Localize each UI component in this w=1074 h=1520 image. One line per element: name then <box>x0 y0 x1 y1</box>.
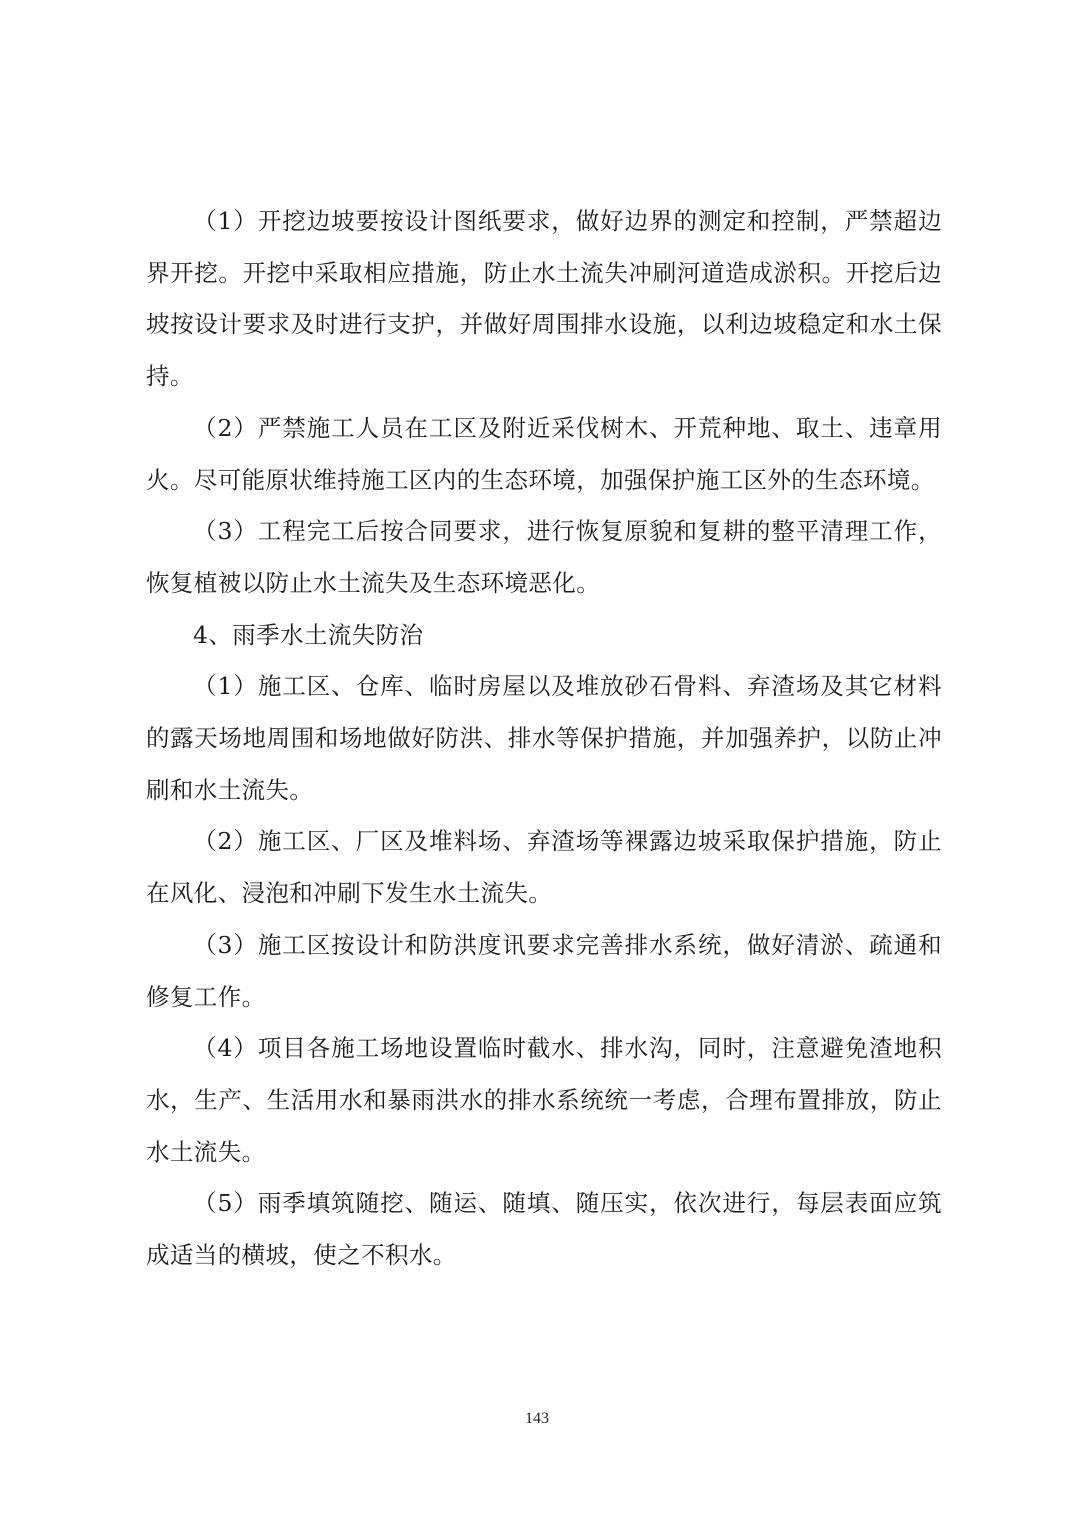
page-number: 143 <box>525 1410 549 1427</box>
paragraph-bare-slope: （2）施工区、厂区及堆料场、弃渣场等裸露边坡采取保护措施，防止在风化、浸泡和冲刷下发生水土流失。 <box>146 827 942 908</box>
document-body <box>146 196 942 1282</box>
paragraph-temporary-ditches: （4）项目各施工场地设置临时截水、排水沟，同时，注意避免渣地积水，生产、生活用水和暴雨洪水的排水系统统一考虑，合理布置排放，防止水土流失。 <box>146 1034 942 1166</box>
paragraph-drainage-system: （3）施工区按设计和防洪度讯要求完善排水系统，做好清淤、疏通和修复工作。 <box>146 930 942 1011</box>
paragraph-rainy-filling: （5）雨季填筑随挖、随运、随填、随压实，依次进行，每层表面应筑成适当的横坡，使之不积水。 <box>146 1189 942 1270</box>
paragraph-no-logging: （2）严禁施工人员在工区及附近采伐树木、开荒种地、取土、违章用火。尽可能原状维持施工区内的生态环境，加强保护施工区外的生态环境。 <box>146 413 942 494</box>
paragraph-flood-protection: （1）施工区、仓库、临时房屋以及堆放砂石骨料、弃渣场及其它材料的露天场地周围和场地做好防洪、排水等保护措施，并加强养护，以防止冲刷和水土流失。 <box>146 672 942 804</box>
section-heading: 4、雨季水土流失防治 <box>193 620 424 649</box>
paragraph-excavation-slope: （1）开挖边坡要按设计图纸要求，做好边界的测定和控制，严禁超边界开挖。开挖中采取相应措施，防止水土流失冲刷河道造成淤积。开挖后边坡按设计要求及时进行支护，并做好周围排水设施，以利边坡稳定和水土保持。 <box>146 207 942 391</box>
paragraph-restoration: （3）工程完工后按合同要求，进行恢复原貌和复耕的整平清理工作，恢复植被以防止水土流失及生态环境恶化。 <box>146 517 942 597</box>
